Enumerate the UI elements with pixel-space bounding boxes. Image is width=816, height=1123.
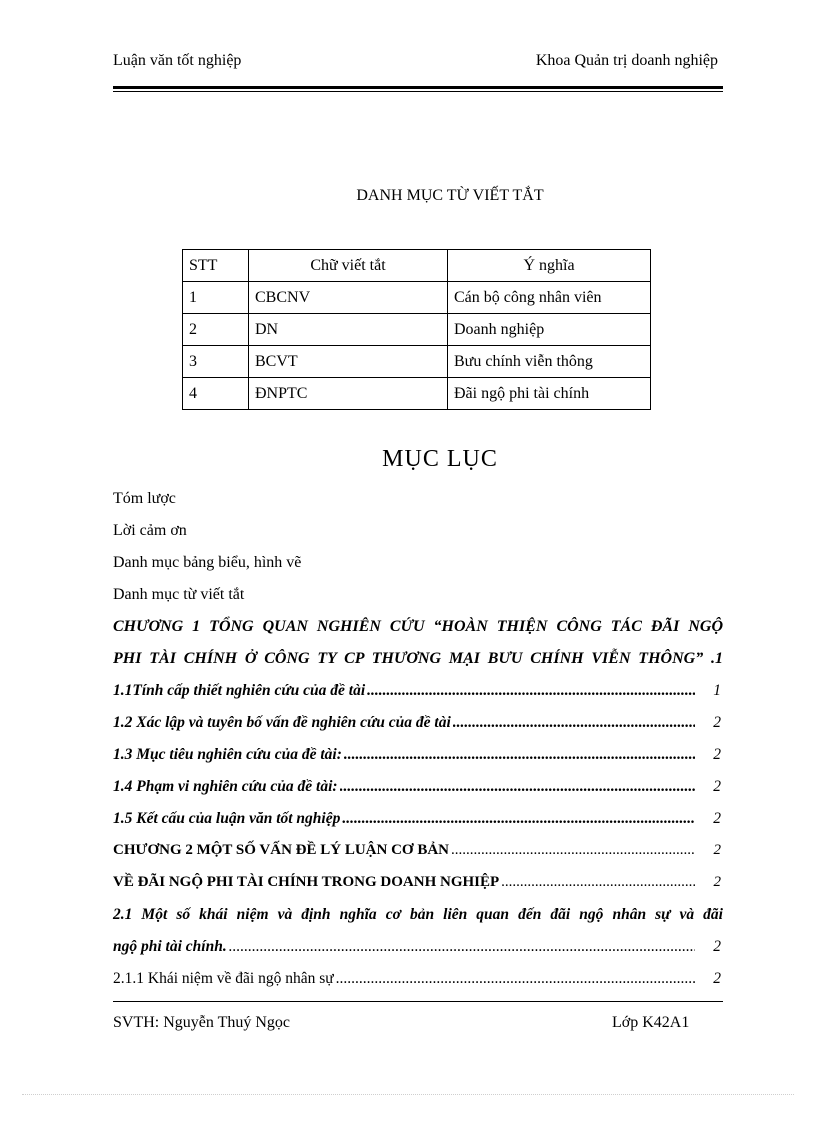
toc-entry-page: 2 xyxy=(713,746,721,763)
column-header-stt: STT xyxy=(183,250,249,282)
toc-item-acknowledgements[interactable]: Lời cảm ơn xyxy=(113,522,187,539)
page-bottom-dotted-border xyxy=(22,1094,794,1095)
toc-leader-dots xyxy=(340,778,695,796)
toc-entry-label: CHƯƠNG 2 MỘT SỐ VẤN ĐỀ LÝ LUẬN CƠ BẢN xyxy=(113,842,449,858)
toc-entry-page: 2 xyxy=(713,842,721,858)
footer-student: SVTH: Nguyễn Thuý Ngọc xyxy=(113,1014,291,1031)
toc-entry[interactable] xyxy=(113,682,721,700)
header-right-title: Khoa Quản trị doanh nghiệp xyxy=(535,52,718,69)
cell-meaning: Bưu chính viễn thông xyxy=(448,346,651,378)
toc-leader-dots xyxy=(367,682,695,700)
column-header-abbreviation: Chữ viết tắt xyxy=(249,250,448,282)
toc-entry-label: 2.1.1 Khái niệm về đãi ngộ nhân sự xyxy=(113,970,334,987)
footer-rule xyxy=(113,1001,723,1002)
toc-entry[interactable] xyxy=(113,842,721,859)
toc-chapter-1-line-1[interactable]: CHƯƠNG 1 TỔNG QUAN NGHIÊN CỨU “HOÀN THIỆN CÔNG TÁC ĐÃI NGỘ xyxy=(113,618,723,635)
cell-abbreviation: ĐNPTC xyxy=(249,378,448,410)
toc-entry-page: 1 xyxy=(713,682,721,699)
toc-entry-label: ngộ phi tài chính. xyxy=(113,938,227,955)
toc-entry-label: 1.4 Phạm vi nghiên cứu của đề tài: xyxy=(113,778,338,795)
toc-item-summary[interactable]: Tóm lược xyxy=(113,490,176,507)
toc-entry[interactable] xyxy=(113,778,721,796)
toc-entry-page: 2 xyxy=(713,714,721,731)
toc-entry[interactable] xyxy=(113,970,721,988)
footer-class: Lớp K42A1 xyxy=(612,1014,690,1031)
toc-leader-dots xyxy=(453,714,695,732)
table-row xyxy=(183,314,651,346)
toc-leader-dots xyxy=(336,970,695,988)
toc-entry-label: VỀ ĐÃI NGỘ PHI TÀI CHÍNH TRONG DOANH NGHIỆP xyxy=(113,874,500,890)
cell-abbreviation: CBCNV xyxy=(249,282,448,314)
cell-abbreviation: DN xyxy=(249,314,448,346)
toc-item-list-of-figures[interactable]: Danh mục bảng biểu, hình vẽ xyxy=(113,554,302,571)
toc-leader-dots xyxy=(501,874,695,891)
header-left-title: Luận văn tốt nghiệp xyxy=(113,52,242,69)
cell-stt: 2 xyxy=(183,314,249,346)
toc-entry-page: 2 xyxy=(713,970,721,987)
header-rule-thin xyxy=(113,91,723,92)
toc-item-list-of-abbreviations[interactable]: Danh mục từ viết tắt xyxy=(113,586,245,603)
toc-entry-page: 2 xyxy=(713,874,721,890)
toc-entry-page: 2 xyxy=(713,938,721,955)
toc-leader-dots xyxy=(344,746,695,764)
abbreviations-table xyxy=(182,249,651,410)
toc-entry[interactable] xyxy=(113,938,721,956)
toc-leader-dots xyxy=(451,842,695,859)
toc-entry[interactable] xyxy=(113,714,721,732)
cell-stt: 1 xyxy=(183,282,249,314)
cell-meaning: Đãi ngộ phi tài chính xyxy=(448,378,651,410)
cell-meaning: Doanh nghiệp xyxy=(448,314,651,346)
toc-entry[interactable] xyxy=(113,810,721,828)
toc-leader-dots xyxy=(342,810,695,828)
column-header-meaning: Ý nghĩa xyxy=(448,250,651,282)
toc-leader-dots xyxy=(229,938,695,956)
abbreviations-title: DANH MỤC TỪ VIẾT TẮT xyxy=(356,187,544,204)
cell-abbreviation: BCVT xyxy=(249,346,448,378)
toc-entry-label: 1.5 Kết cấu của luận văn tốt nghiệp xyxy=(113,810,341,827)
toc-entry-page: 2 xyxy=(713,810,721,827)
header-rule-thick xyxy=(113,86,723,89)
toc-entry[interactable] xyxy=(113,874,721,891)
toc-entry-page: 2 xyxy=(713,778,721,795)
cell-stt: 4 xyxy=(183,378,249,410)
toc-entry[interactable] xyxy=(113,746,721,764)
table-row xyxy=(183,346,651,378)
toc-entry-label: 1.1Tính cấp thiết nghiên cứu của đề tài xyxy=(113,682,366,699)
table-header-row xyxy=(183,250,651,282)
toc-section-2-1-line-1[interactable]: 2.1 Một số khái niệm và định nghĩa cơ bản liên quan đến đãi ngộ nhân sự và đãi xyxy=(113,906,723,923)
table-row xyxy=(183,378,651,410)
toc-chapter-1-line-2[interactable]: PHI TÀI CHÍNH Ở CÔNG TY CP THƯƠNG MẠI BƯU CHÍNH VIỄN THÔNG” .1 xyxy=(113,650,723,667)
toc-title: MỤC LỤC xyxy=(382,446,498,472)
toc-entry-label: 1.3 Mục tiêu nghiên cứu của đề tài: xyxy=(113,746,342,763)
cell-meaning: Cán bộ công nhân viên xyxy=(448,282,651,314)
cell-stt: 3 xyxy=(183,346,249,378)
toc-entry-label: 1.2 Xác lập và tuyên bố vấn đề nghiên cứu của đề tài xyxy=(113,714,451,731)
table-row xyxy=(183,282,651,314)
